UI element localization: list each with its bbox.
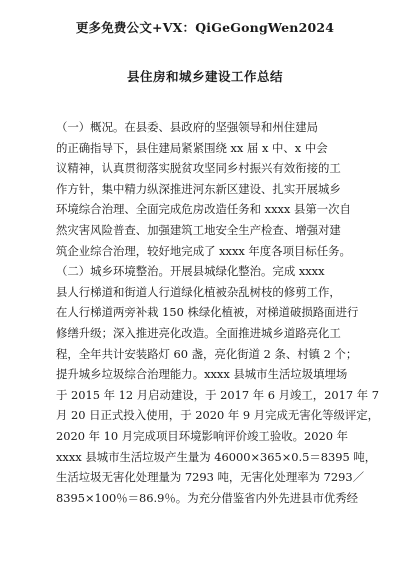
text-line: 8395×100％＝86.9％。为充分借鉴省内外先进县市优秀经 [56, 490, 359, 505]
text-line: 于 2015 年 12 月启动建设，于 2017 年 6 月竣工，2017 年 7 [56, 387, 380, 402]
text-line: 议精神，认真贯彻落实脱贫攻坚同乡村振兴有效衔接的工 [56, 161, 341, 176]
document-body [56, 117, 380, 508]
text-line: 县人行梯道和街道人行道绿化植被杂乱树枝的修剪工作， [56, 284, 341, 299]
text-line: 然灾害风险普查、加强建筑工地安全生产检查、增强对建 [56, 222, 341, 237]
text-line: 提升城乡垃圾综合治理能力。xxxx 县城市生活垃圾填埋场 [56, 367, 348, 382]
header-note: 更多免费公文+VX：QiGeGongWen2024 [75, 20, 335, 35]
document-title: 县住房和城乡建设工作总结 [126, 69, 283, 84]
text-line: 2020 年 10 月完成项目环境影响评价竣工验收。2020 年 [56, 428, 348, 443]
text-line: 作方针，集中精力纵深推进河东新区建设、扎实开展城乡 [56, 181, 341, 196]
text-line: 筑企业综合治理，较好地完成了 xxxx 年度各项目标任务。 [56, 243, 351, 258]
text-line: 月 20 日正式投入使用，于 2020 年 9 月完成无害化等级评定， [56, 408, 380, 423]
text-line: （一）概况。在县委、县政府的坚强领导和州住建局 [56, 120, 318, 134]
text-line: （二）城乡环境整治。开展县城绿化整治。完成 xxxx [56, 264, 325, 279]
text-line: 程，全年共计安装路灯 60 盏，亮化街道 2 条、村镇 2 个； [56, 346, 358, 361]
text-line: 的正确指导下，县住建局紧紧围绕 xx 届 x 中、x 中会 [56, 140, 328, 155]
text-line: 在人行梯道两旁补栽 150 株绿化植被，对梯道破损路面进行 [56, 305, 359, 320]
text-line: xxxx 县城市生活垃圾产生量为 46000×365×0.5＝8395 吨， [56, 449, 377, 464]
paragraph-environment [56, 261, 380, 508]
text-line: 修缮升级；深入推进亮化改造。全面推进城乡道路亮化工 [56, 325, 341, 340]
text-line: 生活垃圾无害化处理量为 7293 吨，无害化处理率为 7293／ [56, 470, 365, 485]
text-line: 环境综合治理、全面完成危房改造任务和 xxxx 县第一次自 [56, 202, 351, 217]
paragraph-overview [56, 117, 356, 261]
